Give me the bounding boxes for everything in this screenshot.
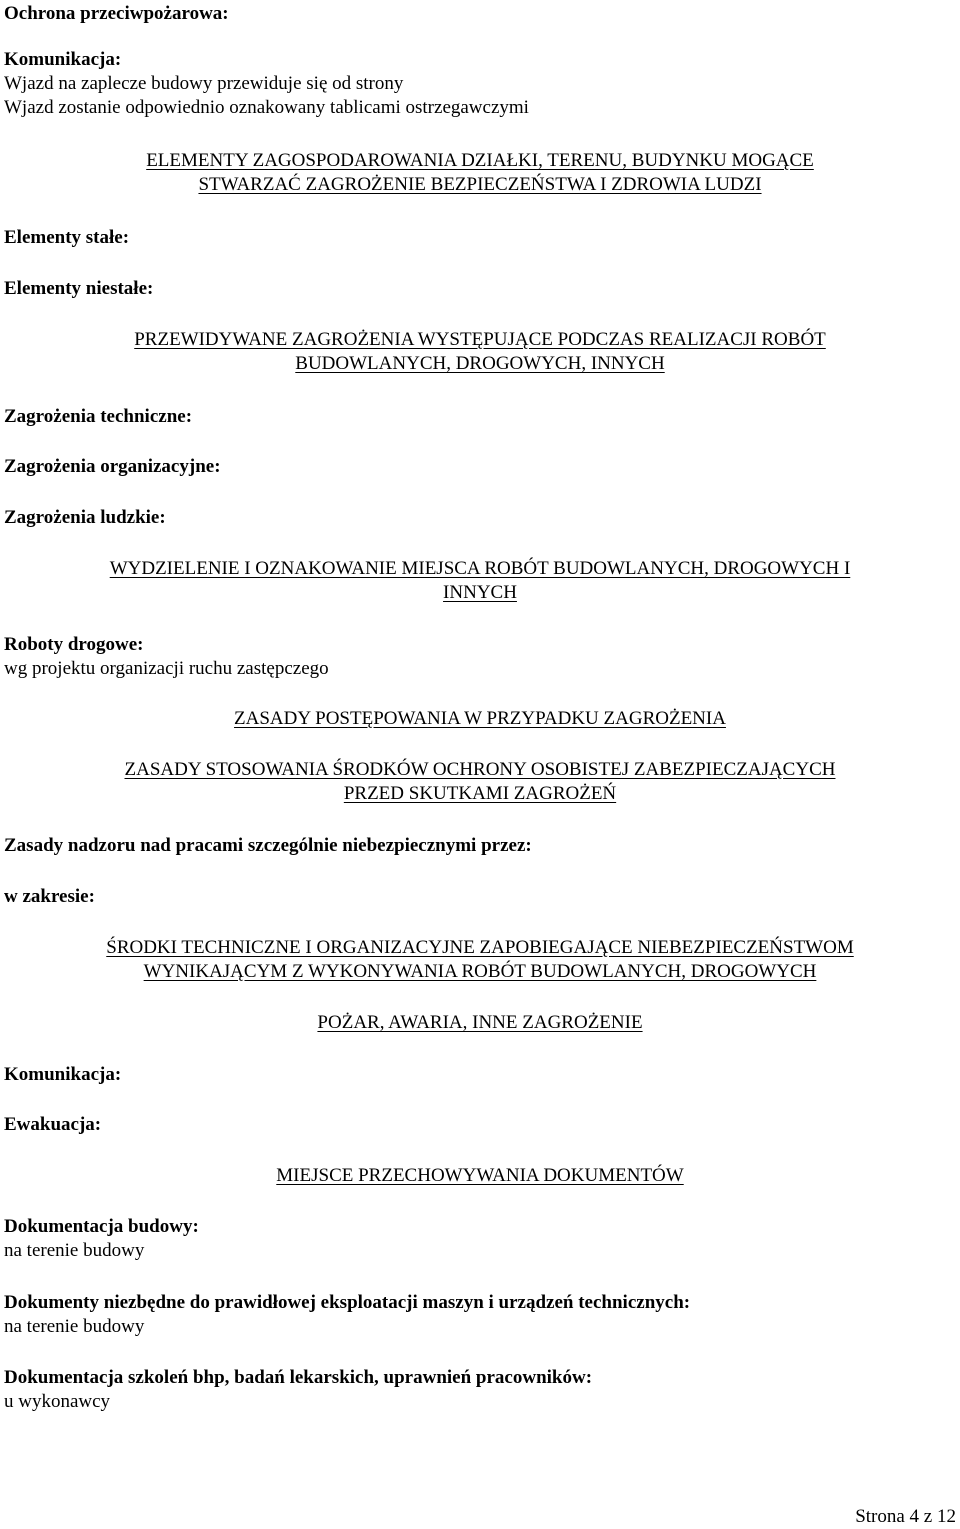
road-works-label: Roboty drogowe:: [4, 634, 144, 655]
heading-line: WYNIKAJĄCYM Z WYKONYWANIA ROBÓT BUDOWLANYCH, DROGOWYCH: [143, 961, 817, 982]
heading-line: POŻAR, AWARIA, INNE ZAGROŻENIE: [317, 1012, 643, 1033]
heading-line: PRZED SKUTKAMI ZAGROŻEŃ: [343, 783, 617, 804]
technical-hazards-section: [4, 405, 956, 429]
communication-line: Wjazd na zaplecze budowy przewiduje się od strony: [4, 73, 404, 94]
communication-label: Komunikacja:: [4, 1064, 122, 1085]
organizational-hazards-label: Zagrożenia organizacyjne:: [4, 456, 221, 477]
road-works-text: wg projektu organizacji ruchu zastępczego: [4, 658, 329, 679]
human-hazards-label: Zagrożenia ludzkie:: [4, 507, 166, 528]
scope-section: [4, 885, 956, 909]
communication-label: Komunikacja:: [4, 49, 122, 70]
heading-preventive-measures: [0, 936, 960, 984]
technical-hazards-label: Zagrożenia techniczne:: [4, 406, 193, 427]
heading-work-area-marking: [0, 557, 960, 605]
heading-line: PRZEWIDYWANE ZAGROŻENIA WYSTĘPUJĄCE PODCZAS REALIZACJI ROBÓT: [134, 329, 826, 350]
training-documentation-label: Dokumentacja szkoleń bhp, badań lekarskich, uprawnień pracowników:: [4, 1367, 593, 1388]
communication-section-2: [4, 1063, 956, 1087]
equipment-documents-section: [4, 1291, 956, 1339]
equipment-documents-label: Dokumenty niezbędne do prawidłowej eksploatacji maszyn i urządzeń technicznych:: [4, 1292, 691, 1313]
scope-label: w zakresie:: [4, 886, 95, 907]
communication-line: Wjazd zostanie odpowiednio oznakowany tablicami ostrzegawczymi: [4, 97, 529, 118]
nonfixed-elements-section: [4, 277, 956, 301]
heading-line: MIEJSCE PRZECHOWYWANIA DOKUMENTÓW: [276, 1165, 684, 1186]
supervision-section: [4, 834, 956, 858]
evacuation-section: [4, 1113, 956, 1137]
heading-line: ELEMENTY ZAGOSPODAROWANIA DZIAŁKI, TERENU, BUDYNKU MOGĄCE: [146, 150, 814, 171]
heading-line: ZASADY STOSOWANIA ŚRODKÓW OCHRONY OSOBISTEJ ZABEZPIECZAJĄCYCH: [124, 759, 836, 780]
equipment-documents-text: na terenie budowy: [4, 1316, 145, 1337]
heading-line: ŚRODKI TECHNICZNE I ORGANIZACYJNE ZAPOBIEGAJĄCE NIEBEZPIECZEŃSTWOM: [106, 937, 854, 958]
heading-expected-hazards: [0, 328, 960, 376]
nonfixed-elements-label: Elementy niestałe:: [4, 278, 154, 299]
heading-document-storage: [0, 1164, 960, 1188]
heading-fire-failure: [0, 1011, 960, 1035]
site-documentation-section: [4, 1215, 956, 1263]
heading-protective-equipment: [0, 758, 960, 806]
human-hazards-section: [4, 506, 956, 530]
site-documentation-text: na terenie budowy: [4, 1240, 145, 1261]
communication-section-1: [4, 48, 956, 120]
evacuation-label: Ewakuacja:: [4, 1114, 102, 1135]
heading-line: STWARZAĆ ZAGROŻENIE BEZPIECZEŃSTWA I ZDROWIA LUDZI: [198, 174, 762, 195]
heading-site-elements: [0, 149, 960, 197]
training-documentation-section: [4, 1366, 956, 1414]
heading-line: ZASADY POSTĘPOWANIA W PRZYPADKU ZAGROŻENIA: [234, 708, 726, 729]
fire-protection-title: Ochrona przeciwpożarowa:: [4, 3, 229, 24]
fixed-elements-label: Elementy stałe:: [4, 227, 130, 248]
road-works-section: [4, 633, 956, 681]
fire-protection-section: [4, 2, 956, 26]
page-number: Strona 4 z 12: [855, 1506, 956, 1527]
supervision-label: Zasady nadzoru nad pracami szczególnie niebezpiecznymi przez:: [4, 835, 532, 856]
heading-line: BUDOWLANYCH, DROGOWYCH, INNYCH: [295, 353, 665, 374]
training-documentation-text: u wykonawcy: [4, 1391, 111, 1412]
heading-line: WYDZIELENIE I OZNAKOWANIE MIEJSCA ROBÓT BUDOWLANYCH, DROGOWYCH I: [109, 558, 851, 579]
fixed-elements-section: [4, 226, 956, 250]
site-documentation-label: Dokumentacja budowy:: [4, 1216, 199, 1237]
heading-hazard-procedures: [0, 707, 960, 731]
heading-line: INNYCH: [443, 582, 517, 603]
organizational-hazards-section: [4, 455, 956, 479]
